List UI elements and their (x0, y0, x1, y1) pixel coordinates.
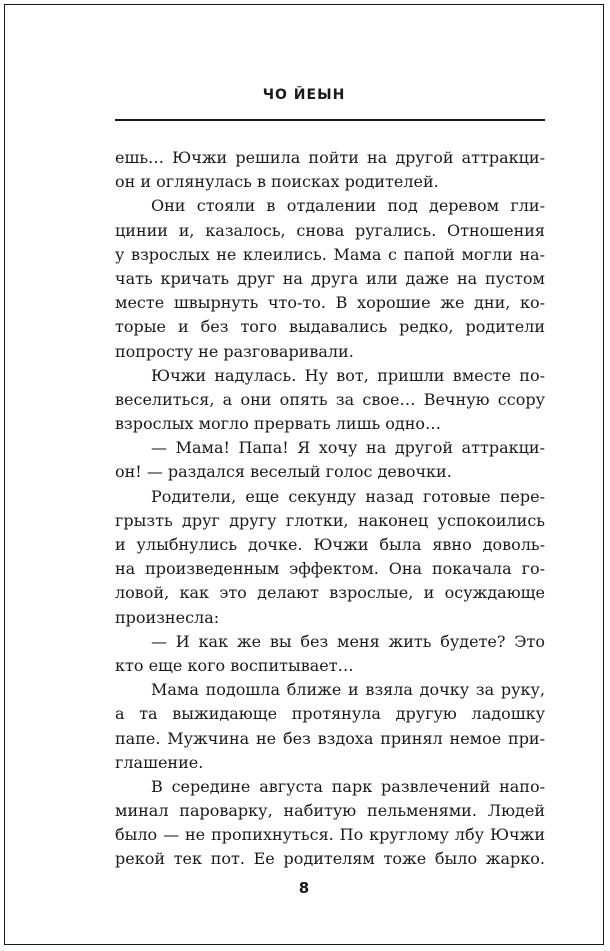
text-line: ловой, как это делают взрослые, и осуждающе (115, 583, 545, 603)
text-line: месте швырнуть что-то. В хорошие же дни, ко- (115, 293, 545, 313)
text-line: ешь… Ючжи решила пойти на другой аттракци- (115, 148, 545, 167)
text-line: было — не пропихнуться. По круглому лбу Ючжи (115, 825, 545, 845)
text-line: глашение. (115, 752, 204, 772)
text-line: и улыбнулись дочке. Ючжи была явно доволь- (115, 535, 545, 554)
text-line: веселиться, а они опять за свое… Вечную ссору (115, 389, 545, 409)
text-line: торые и без того выдавались редко, родители (115, 317, 545, 337)
text-line: а та выжидающе протянула другую ладошку (115, 704, 545, 724)
book-page (4, 4, 604, 945)
text-line: Мама подошла ближе и взяла дочку за руку, (151, 680, 545, 700)
text-line: В середине августа парк развлечений напо- (151, 776, 545, 796)
text-line: взрослых могло прервать лишь одно… (115, 414, 442, 434)
text-line: чать кричать друг на друга или даже на пустом (115, 268, 545, 288)
text-line: он и оглянулась в поисках родителей. (115, 172, 439, 192)
text-line: произнесла: (115, 607, 220, 627)
text-line: рекой тек пот. Ее родителям тоже было жарко. (115, 849, 545, 869)
text-line: у взрослых не клеились. Мама с папой могли на- (115, 244, 545, 264)
text-line: Ючжи надулась. Ну вот, пришли вместе по- (151, 365, 545, 385)
text-line: он! — раздался веселый голос девочки. (115, 462, 452, 482)
text-line: — Мама! Папа! Я хочу на другой аттракци- (151, 438, 545, 458)
text-line: попросту не разговаривали. (115, 341, 354, 361)
text-line: кто еще кого воспитывает… (115, 655, 354, 675)
text-line: папе. Мужчина не без вздоха принял немое при- (115, 728, 545, 748)
text-line: цинии и, казалось, снова ругались. Отношения (115, 220, 545, 240)
text-line: минал пароварку, набитую пельменями. Людей (115, 801, 545, 821)
running-header: ЧО ЙЕЫН (262, 87, 346, 103)
body-text (115, 146, 545, 872)
text-line: Родители, еще секунду назад готовые пере- (151, 486, 545, 506)
text-line: на произведенным эффектом. Она покачала го- (115, 559, 545, 579)
text-line: Они стояли в отдалении под деревом гли- (151, 196, 545, 216)
header-rule (115, 119, 545, 121)
text-line: — И как же вы без меня жить будете? Это (151, 631, 545, 651)
page-number: 8 (298, 879, 310, 897)
text-line: грызть друг другу глотки, наконец успокоились (115, 510, 545, 530)
